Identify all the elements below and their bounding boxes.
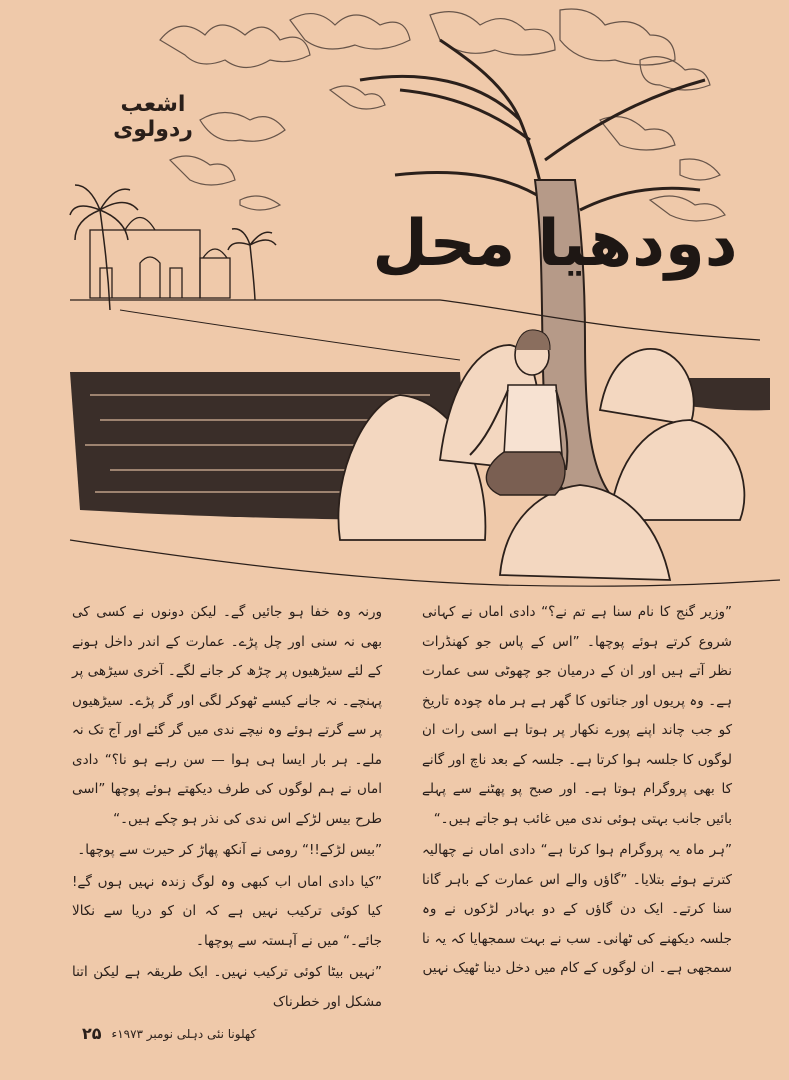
left-column: [72, 598, 382, 1019]
palace-drawing: [90, 218, 230, 299]
paragraph: ”نہیں بیٹا کوئی ترکیب نہیں۔ ایک طریقہ ہے لیکن اتنا مشکل اور خطرناک: [72, 964, 382, 1010]
author-name: اشعب ردولوی: [113, 92, 193, 142]
paragraph: ”کیا دادی اماں اب کبھی وہ لوگ زندہ نہیں ہوں گے! کیا کوئی ترکیب نہیں ہے کہ ان کو دریا سے نکالا جائے۔“ میں نے آہستہ سے پوچھا۔: [72, 873, 382, 949]
story-body: [72, 598, 732, 1010]
magazine-credit: کھلونا نئی دہلی نومبر ۱۹۷۳ء: [111, 1026, 257, 1041]
story-title: دودھیا محل: [372, 207, 738, 281]
page-number: ۲۵: [82, 1024, 102, 1043]
paragraph: ”بیس لڑکے!!“ رومی نے آنکھ پھاڑ کر حیرت سے پوچھا۔: [77, 842, 382, 858]
paragraph: ورنہ وہ خفا ہو جائیں گے۔ لیکن دونوں نے کسی کی بھی نہ سنی اور چل پڑے۔ عمارت کے اندر داخل ہونے کے لئے سیڑھیوں پر چڑھ کر جانے لگے۔ آخری سیڑھی پر پہنچے۔ نہ جانے کیسے ٹھوکر لگی اور گر پڑے۔ سیڑھیوں پر سے گرتے ہوئے وہ نیچے ندی میں گر گئے اور آج تک نہ ملے۔ ہر بار ایسا ہی ہوا — سن رہے ہو نا؟“ دادی اماں نے ہم لوگوں کی طرف دیکھتے ہوئے پوچھا ”اسی طرح بیس لڑکے اس ندی کی نذر ہو چکے ہیں۔“: [72, 604, 382, 827]
right-column: [422, 598, 732, 986]
palm-trees: [70, 185, 276, 310]
paragraph: ”وزیر گنج کا نام سنا ہے تم نے؟“ دادی اماں نے کہانی شروع کرتے ہوئے پوچھا۔ ”اس کے پاس جو کھنڈرات نظر آتے ہیں اور ان کے درمیان جو چھوٹی سی عمارت ہے۔ وہ پریوں اور جناتوں کا گھر ہے ہر ماہ چودہ تاریخ کو جب چاند اپنے پورے نکھار پر ہوتا ہے اسی رات ان لوگوں کا جلسہ ہوا کرتا ہے۔ جلسہ کے بعد ناچ اور گانے کا بھی پروگرام ہوتا ہے۔ اور صبح پو پھٹنے سے پہلے بائیں جانب بہتی ہوئی ندی میں غائب ہو جاتے ہیں۔“: [422, 604, 732, 827]
page-footer: [82, 1024, 322, 1043]
paragraph: ”ہر ماہ یہ پروگرام ہوا کرتا ہے“ دادی اماں نے چھالیہ کترتے ہوئے بتلایا۔ ”گاؤں والے اس عمارت کے باہر گانا سنا کرتے۔ ایک دن گاؤں کے دو بہادر لڑکوں نے وہ جلسہ دیکھنے کی ٹھانی۔ سب نے بہت سمجھایا کہ یہ نا سمجھی ہے۔ ان لوگوں کے کام میں دخل دینا ٹھیک نہیں: [422, 842, 732, 976]
